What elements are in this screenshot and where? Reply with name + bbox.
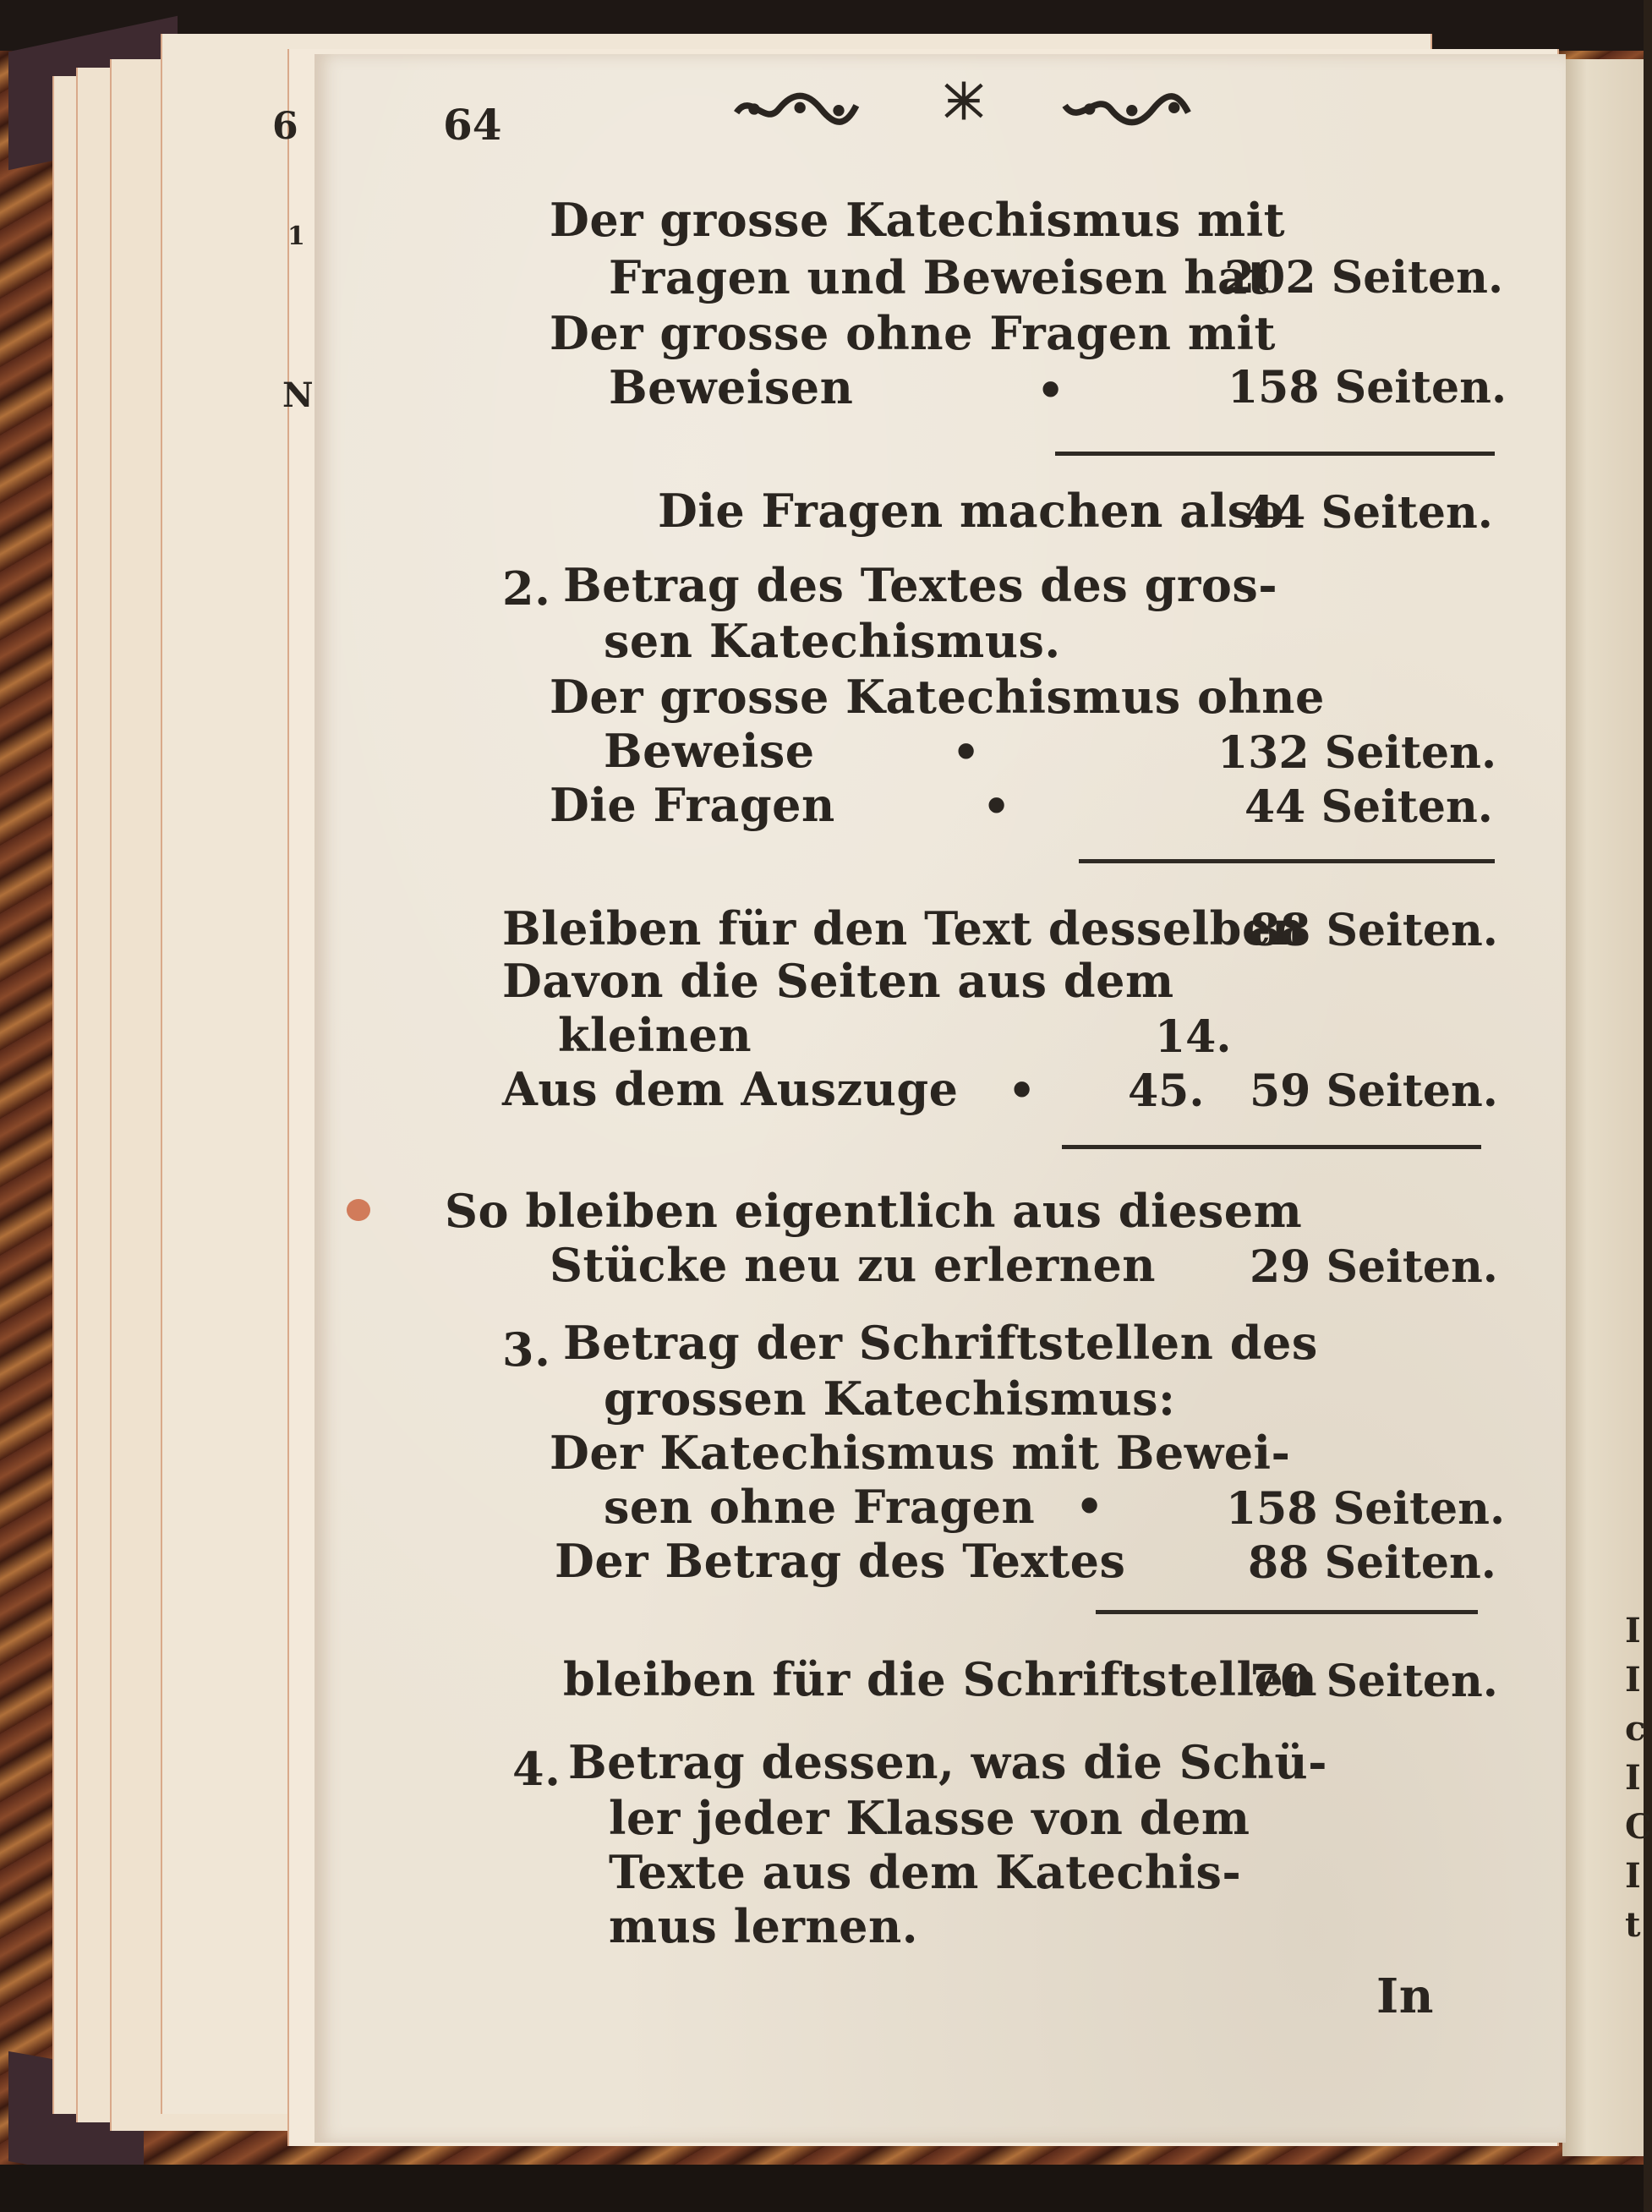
text-line: sen ohne Fragen — [604, 1480, 1036, 1534]
text-line: So bleiben eigentlich aus diesem — [445, 1184, 1303, 1238]
page-count: 88 Seiten. — [1248, 1537, 1496, 1589]
section-heading: Texte aus dem Katechis- — [609, 1845, 1242, 1899]
text-line: Der Betrag des Textes — [555, 1534, 1126, 1588]
left-page-fragment: 1 — [287, 222, 305, 251]
page-count: 44 Seiten. — [1244, 487, 1493, 539]
ink-stain — [347, 1199, 370, 1221]
text-line: Der grosse Katechismus mit — [550, 193, 1286, 247]
page-count: 14. — [1155, 1011, 1232, 1063]
left-page-fragment: 6 — [272, 105, 298, 148]
page-number: 64 — [443, 100, 502, 150]
text-line: Fragen und Beweisen hat — [609, 250, 1269, 304]
page-count: 88 Seiten. — [1250, 905, 1498, 956]
header-ornament-center-icon — [928, 79, 999, 122]
page-count: 158 Seiten. — [1228, 362, 1507, 413]
sum-rule — [1079, 859, 1495, 863]
text-line: Beweise — [604, 724, 815, 778]
sum-rule — [1055, 452, 1495, 456]
sum-rule — [1096, 1610, 1478, 1614]
section-heading: grossen Katechismus: — [604, 1372, 1176, 1426]
page-count: 45. — [1128, 1065, 1205, 1117]
text-line: kleinen — [558, 1008, 752, 1062]
leader-dot: • — [1037, 365, 1065, 417]
text-line: Die Fragen — [550, 778, 835, 832]
leader-dot: • — [1008, 1065, 1037, 1117]
text-line: Der grosse ohne Fragen mit — [550, 306, 1276, 360]
page-count: 29 Seiten. — [1250, 1241, 1498, 1293]
page-count: 202 Seiten. — [1224, 252, 1504, 304]
page-count: 132 Seiten. — [1217, 727, 1497, 779]
facing-page-text: I I c I C I t — [1625, 1611, 1652, 1945]
text-line: Davon die Seiten aus dem — [502, 954, 1174, 1008]
section-heading: Betrag der Schriftstellen des — [563, 1316, 1318, 1370]
text-line: Bleiben für den Text desselben — [502, 901, 1305, 955]
section-heading: ler jeder Klasse von dem — [609, 1791, 1250, 1845]
section-number: 2. — [502, 561, 551, 616]
bottom-shadow — [0, 2165, 1644, 2212]
leader-dot: • — [952, 727, 981, 779]
left-page-fragment: N — [282, 375, 314, 415]
section-number: 4. — [512, 1742, 561, 1796]
text-line: Der Katechismus mit Bewei- — [550, 1426, 1291, 1480]
section-number: 3. — [502, 1322, 551, 1377]
page-count: 44 Seiten. — [1244, 781, 1493, 833]
catchword: In — [1376, 1968, 1434, 2024]
text-line: bleiben für die Schriftstellen — [563, 1652, 1318, 1706]
section-heading: mus lernen. — [609, 1899, 919, 1953]
leader-dot: • — [1075, 1481, 1104, 1533]
text-line: Stücke neu zu erlernen — [550, 1238, 1157, 1292]
text-line: Beweisen — [609, 360, 854, 414]
sum-rule — [1062, 1145, 1481, 1149]
section-heading: sen Katechismus. — [604, 614, 1061, 668]
section-heading: Betrag dessen, was die Schü- — [568, 1735, 1327, 1789]
page-count: 158 Seiten. — [1226, 1483, 1506, 1535]
text-line: Die Fragen machen also — [658, 484, 1285, 538]
section-heading: Betrag des Textes des gros- — [563, 558, 1278, 612]
text-line: Der grosse Katechismus ohne — [550, 670, 1325, 724]
header-ornament-left-icon — [720, 88, 872, 130]
page-count: 70 Seiten. — [1250, 1656, 1498, 1707]
text-line: Aus dem Auszuge — [502, 1062, 959, 1116]
leader-dot: • — [982, 781, 1011, 833]
header-ornament-right-icon — [1048, 88, 1205, 130]
page-count: 59 Seiten. — [1250, 1065, 1498, 1117]
